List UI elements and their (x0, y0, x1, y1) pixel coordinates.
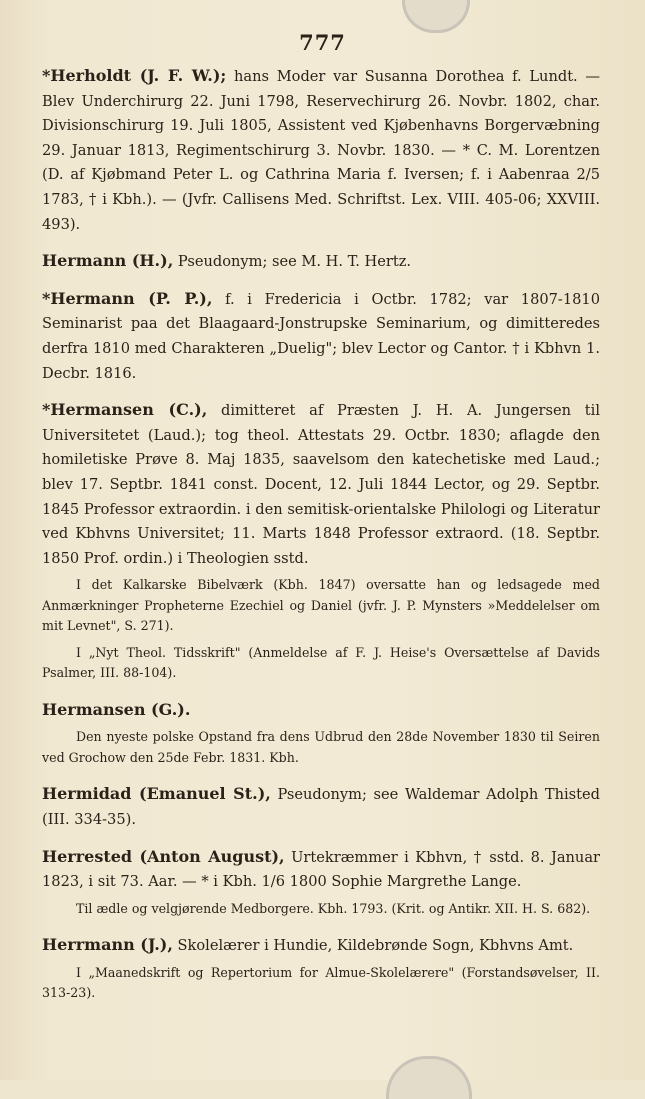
entry-note: I „Maanedskrift og Repertorium for Almue-Skolelærere" (Forstandsøvelser, II. 313-23). (42, 964, 600, 1001)
clip-stain-bottom (386, 1056, 472, 1099)
entry-herrmann-j (42, 933, 600, 959)
entry-hermann-pp (42, 287, 600, 386)
entry-text: Pseudonym; see Waldemar Adolph Thisted (III. 334-35). (42, 786, 600, 828)
entry-note: I det Kalkarske Bibelværk (Kbh. 1847) oversatte han og ledsagede med Anmærkninger Propheterne Ezechiel og Daniel (jvfr. J. P. Mynsters »Meddelelser om mit Levnet", S. 271). (42, 577, 600, 634)
entry-hermann-h (42, 249, 600, 275)
entry-heading: Hermann (H.), (42, 251, 174, 271)
entry-text: dimitteret af Præsten J. H. A. Jungersen til Universitetet (Laud.); tog theol. Attestats 29. Octbr. 1830; aflagde den homiletiske Prøve 8. Maj 1835, saavelsom den katechetiske med Laud.; blev 17. Septbr. 1841 const. Docent, 12. Juli 1844 Lector, og 29. Septbr. 1845 Professor extraordin. i den semitisk-orientalske Philologi og Literatur ved Kbhvns Universitet; 11. Marts 1848 Professor extraord. (18. Septbr. 1850 Prof. ordin.) i Theologien sstd. (42, 402, 600, 567)
entries-column (42, 64, 600, 1010)
entry-text: Pseudonym; see M. H. T. Hertz. (173, 253, 412, 271)
entry-heading: *Hermansen (C.), (42, 400, 208, 420)
entry-hermidad (42, 782, 600, 832)
page-number: 777 (299, 30, 346, 55)
entry-note: I „Nyt Theol. Tidsskrift" (Anmeldelse af F. J. Heise's Oversættelse af Davids Psalmer, III. 88-104). (42, 644, 600, 681)
entry-text: Urtekræmmer i Kbhvn, † sstd. 8. Januar 1823, i sit 73. Aar. — * i Kbh. 1/6 1800 Sophie Margrethe Lange. (42, 848, 600, 891)
entry-text: hans Moder var Susanna Dorothea f. Lundt. — Blev Underchirurg 22. Juni 1798, Reservechirurg 26. Novbr. 1802, char. Divisionschirurg 19. Juli 1805, Assistent ved Kjøbenhavns Borgervæbning 29. Januar 1813, Regimentschirurg 3. Novbr. 1830. — * C. M. Lorentzen (D. af Kjøbmand Peter L. og Cathrina Maria f. Iversen; f. i Aabenraa 2/5 1783, † i Kbh.). — (Jvfr. Callisens Med. Schriftst. Lex. VIII. 405-06; XXVIII. 493). (42, 68, 601, 233)
entry-herholdt (42, 64, 600, 237)
entry-heading: *Hermann (P. P.), (42, 288, 213, 308)
entry-heading: Herrested (Anton August), (42, 846, 285, 866)
entry-text: f. i Fredericia i Octbr. 1782; var 1807-1810 Seminarist paa det Blaagaard-Jonstrupske Seminarium, og dimitteredes derfra 1810 med Charakteren „Duelig"; blev Lector og Cantor. † i Kbhvn 1. Decbr. 1816. (42, 290, 600, 382)
entry-herrested (42, 845, 600, 895)
entry-heading: *Herholdt (J. F. W.); (42, 66, 227, 85)
entry-heading: Hermansen (G.). (42, 699, 191, 719)
entry-hermansen-g (42, 698, 600, 724)
entry-note: Til ædle og velgjørende Medborgere. Kbh. 1793. (Krit. og Antikr. XII. H. S. 682). (76, 900, 591, 916)
entry-hermansen-c (42, 398, 600, 571)
entry-note: Den nyeste polske Opstand fra dens Udbrud den 28de November 1830 til Seiren ved Grochow den 25de Febr. 1831. Kbh. (42, 729, 600, 765)
clip-stain-top (402, 0, 470, 33)
entry-text: Skolelærer i Hundie, Kildebrøndе Sogn, Kbhvns Amt. (172, 937, 574, 955)
entry-heading: Hermidad (Emanuel St.), (42, 784, 271, 804)
entry-heading: Herrmann (J.), (42, 935, 173, 955)
